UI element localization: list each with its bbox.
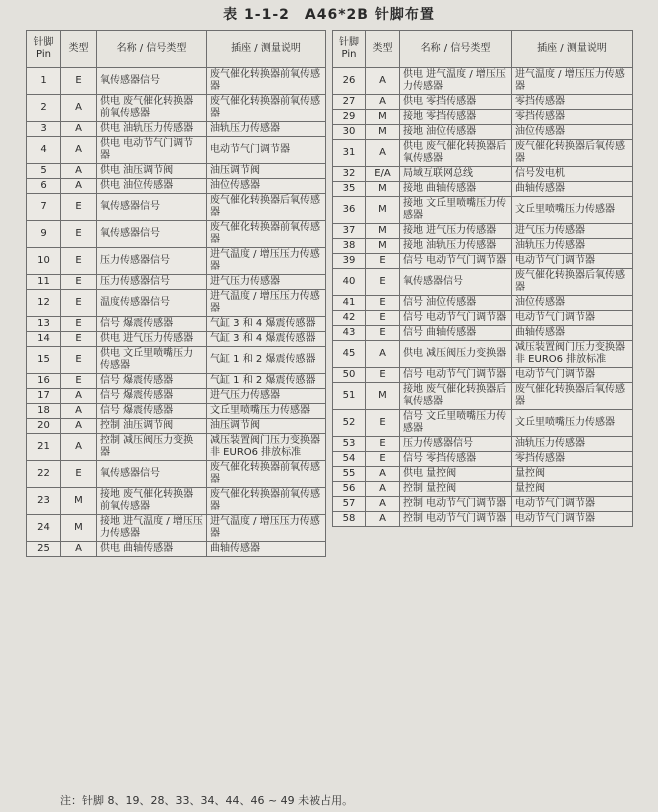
type-cell: E [61, 275, 97, 290]
name-cell: 供电 零挡传感器 [400, 95, 512, 110]
table-row [27, 542, 326, 557]
table-row [27, 95, 326, 122]
type-cell: M [366, 182, 400, 197]
pin-cell: 5 [27, 164, 61, 179]
name-cell: 信号 爆震传感器 [97, 389, 207, 404]
type-cell: E [61, 248, 97, 275]
name-cell: 信号 爆震传感器 [97, 374, 207, 389]
pin-cell: 21 [27, 434, 61, 461]
pin-cell: 30 [333, 125, 366, 140]
table-row [27, 194, 326, 221]
table-row [27, 248, 326, 275]
desc-cell: 减压装置阀门压力变换器 非 EURO6 排放标准 [512, 341, 633, 368]
table-row [333, 68, 633, 95]
pin-cell: 53 [333, 437, 366, 452]
name-cell: 供电 油轨压力传感器 [97, 122, 207, 137]
desc-cell: 油压调节阀 [207, 164, 326, 179]
type-cell: A [61, 122, 97, 137]
pin-cell: 9 [27, 221, 61, 248]
table-title: 表 1-1-2 A46*2B 针脚布置 [223, 7, 435, 23]
pin-table-right [332, 30, 633, 527]
type-cell: A [61, 389, 97, 404]
name-cell: 供电 量控阀 [400, 467, 512, 482]
desc-cell: 废气催化转换器前氧传感器 [207, 221, 326, 248]
desc-cell: 废气催化转换器后氧传感器 [512, 269, 633, 296]
table-row [333, 125, 633, 140]
left-table-body [27, 68, 326, 557]
pin-cell: 16 [27, 374, 61, 389]
desc-cell: 电动节气门调节器 [512, 497, 633, 512]
type-cell: E [366, 311, 400, 326]
desc-cell: 油位传感器 [512, 125, 633, 140]
header-name: 名称 / 信号类型 [97, 31, 207, 68]
table-row [27, 347, 326, 374]
desc-cell: 电动节气门调节器 [512, 254, 633, 269]
type-cell: M [366, 224, 400, 239]
pin-cell: 11 [27, 275, 61, 290]
table-row [27, 332, 326, 347]
table-row [333, 224, 633, 239]
header-row [333, 31, 633, 68]
name-cell: 接地 废气催化转换器前氧传感器 [97, 488, 207, 515]
table-row [333, 110, 633, 125]
name-cell: 氧传感器信号 [97, 68, 207, 95]
table-row [27, 68, 326, 95]
name-cell: 接地 油位传感器 [400, 125, 512, 140]
name-cell: 信号 爆震传感器 [97, 317, 207, 332]
type-cell: E [366, 437, 400, 452]
type-cell: M [366, 125, 400, 140]
name-cell: 控制 电动节气门调节器 [400, 512, 512, 527]
table-row [27, 221, 326, 248]
pin-cell: 37 [333, 224, 366, 239]
pin-cell: 22 [27, 461, 61, 488]
table-row [27, 488, 326, 515]
right-table-body [333, 68, 633, 527]
desc-cell: 废气催化转换器后氧传感器 [512, 383, 633, 410]
desc-cell: 气缸 3 和 4 爆震传感器 [207, 332, 326, 347]
desc-cell: 曲轴传感器 [512, 326, 633, 341]
header-pin: 针脚 Pin [333, 31, 366, 68]
table-row [333, 497, 633, 512]
header-desc: 插座 / 测量说明 [512, 31, 633, 68]
table-row [27, 179, 326, 194]
type-cell: A [61, 404, 97, 419]
type-cell: A [366, 95, 400, 110]
table-row [27, 461, 326, 488]
name-cell: 接地 文丘里喷嘴压力传感器 [400, 197, 512, 224]
desc-cell: 进气压力传感器 [207, 275, 326, 290]
table-row [333, 383, 633, 410]
name-cell: 氧传感器信号 [400, 269, 512, 296]
name-cell: 控制 量控阀 [400, 482, 512, 497]
desc-cell: 量控阀 [512, 467, 633, 482]
table-row [27, 164, 326, 179]
name-cell: 接地 曲轴传感器 [400, 182, 512, 197]
type-cell: A [366, 512, 400, 527]
name-cell: 信号 电动节气门调节器 [400, 368, 512, 383]
table-row [333, 437, 633, 452]
name-cell: 供电 减压阀压力变换器 [400, 341, 512, 368]
desc-cell: 气缸 1 和 2 爆震传感器 [207, 347, 326, 374]
table-row [27, 515, 326, 542]
name-cell: 供电 废气催化转换器前氧传感器 [97, 95, 207, 122]
pin-cell: 55 [333, 467, 366, 482]
type-cell: E [61, 347, 97, 374]
name-cell: 供电 油压调节阀 [97, 164, 207, 179]
type-cell: E [61, 461, 97, 488]
type-cell: E [366, 410, 400, 437]
type-cell: A [61, 542, 97, 557]
pin-cell: 18 [27, 404, 61, 419]
type-cell: A [61, 164, 97, 179]
table-row [333, 167, 633, 182]
type-cell: A [366, 140, 400, 167]
header-row [27, 31, 326, 68]
pin-cell: 14 [27, 332, 61, 347]
name-cell: 接地 油轨压力传感器 [400, 239, 512, 254]
type-cell: E [61, 68, 97, 95]
table-row [27, 122, 326, 137]
table-row [333, 95, 633, 110]
table-row [333, 296, 633, 311]
table-row [27, 404, 326, 419]
name-cell: 氧传感器信号 [97, 194, 207, 221]
desc-cell: 曲轴传感器 [512, 182, 633, 197]
name-cell: 接地 废气催化转换器后氧传感器 [400, 383, 512, 410]
pin-cell: 54 [333, 452, 366, 467]
table-row [333, 467, 633, 482]
pin-cell: 27 [333, 95, 366, 110]
pin-cell: 23 [27, 488, 61, 515]
type-cell: E [366, 269, 400, 296]
pin-cell: 50 [333, 368, 366, 383]
type-cell: E [366, 296, 400, 311]
name-cell: 压力传感器信号 [97, 248, 207, 275]
desc-cell: 油压调节阀 [207, 419, 326, 434]
type-cell: E/A [366, 167, 400, 182]
pin-cell: 42 [333, 311, 366, 326]
desc-cell: 油位传感器 [512, 296, 633, 311]
desc-cell: 量控阀 [512, 482, 633, 497]
table-row [333, 140, 633, 167]
name-cell: 压力传感器信号 [97, 275, 207, 290]
pin-cell: 51 [333, 383, 366, 410]
pin-cell: 7 [27, 194, 61, 221]
type-cell: E [366, 452, 400, 467]
desc-cell: 零挡传感器 [512, 452, 633, 467]
type-cell: M [366, 239, 400, 254]
type-cell: M [366, 383, 400, 410]
type-cell: E [61, 290, 97, 317]
name-cell: 局域互联网总线 [400, 167, 512, 182]
name-cell: 控制 减压阀压力变换器 [97, 434, 207, 461]
name-cell: 供电 文丘里喷嘴压力传感器 [97, 347, 207, 374]
table-row [333, 197, 633, 224]
type-cell: E [366, 326, 400, 341]
table-row [333, 326, 633, 341]
table-row [333, 482, 633, 497]
desc-cell: 进气温度 / 增压压力传感器 [512, 68, 633, 95]
table-row [333, 239, 633, 254]
pin-cell: 1 [27, 68, 61, 95]
name-cell: 接地 进气温度 / 增压压力传感器 [97, 515, 207, 542]
desc-cell: 信号发电机 [512, 167, 633, 182]
name-cell: 接地 进气压力传感器 [400, 224, 512, 239]
pin-cell: 31 [333, 140, 366, 167]
name-cell: 供电 电动节气门调节器 [97, 137, 207, 164]
desc-cell: 进气温度 / 增压压力传感器 [207, 248, 326, 275]
name-cell: 供电 进气压力传感器 [97, 332, 207, 347]
pin-cell: 58 [333, 512, 366, 527]
header-desc: 插座 / 测量说明 [207, 31, 326, 68]
pin-cell: 20 [27, 419, 61, 434]
pin-cell: 2 [27, 95, 61, 122]
type-cell: E [366, 368, 400, 383]
table-row [27, 317, 326, 332]
desc-cell: 油轨压力传感器 [512, 437, 633, 452]
pin-cell: 57 [333, 497, 366, 512]
table-row [27, 374, 326, 389]
pin-cell: 3 [27, 122, 61, 137]
desc-cell: 进气压力传感器 [512, 224, 633, 239]
table-row [27, 434, 326, 461]
name-cell: 控制 油压调节阀 [97, 419, 207, 434]
table-row [333, 182, 633, 197]
desc-cell: 电动节气门调节器 [207, 137, 326, 164]
pin-cell: 35 [333, 182, 366, 197]
pin-cell: 36 [333, 197, 366, 224]
name-cell: 信号 曲轴传感器 [400, 326, 512, 341]
table-row [333, 452, 633, 467]
name-cell: 供电 废气催化转换器后氧传感器 [400, 140, 512, 167]
name-cell: 供电 曲轴传感器 [97, 542, 207, 557]
desc-cell: 零挡传感器 [512, 110, 633, 125]
name-cell: 信号 电动节气门调节器 [400, 254, 512, 269]
name-cell: 信号 电动节气门调节器 [400, 311, 512, 326]
desc-cell: 进气压力传感器 [207, 389, 326, 404]
table-row [27, 137, 326, 164]
type-cell: E [366, 254, 400, 269]
type-cell: A [61, 137, 97, 164]
table-row [333, 368, 633, 383]
name-cell: 信号 油位传感器 [400, 296, 512, 311]
name-cell: 氧传感器信号 [97, 221, 207, 248]
name-cell: 供电 油位传感器 [97, 179, 207, 194]
name-cell: 压力传感器信号 [400, 437, 512, 452]
desc-cell: 减压装置阀门压力变换器 非 EURO6 排放标准 [207, 434, 326, 461]
table-row [27, 419, 326, 434]
pin-cell: 24 [27, 515, 61, 542]
name-cell: 温度传感器信号 [97, 290, 207, 317]
desc-cell: 废气催化转换器前氧传感器 [207, 461, 326, 488]
table-row [333, 410, 633, 437]
desc-cell: 油轨压力传感器 [512, 239, 633, 254]
header-pin: 针脚 Pin [27, 31, 61, 68]
type-cell: E [61, 194, 97, 221]
pin-cell: 26 [333, 68, 366, 95]
desc-cell: 油位传感器 [207, 179, 326, 194]
pin-table-left [26, 30, 326, 557]
type-cell: E [61, 317, 97, 332]
table-row [27, 290, 326, 317]
type-cell: M [61, 515, 97, 542]
pin-cell: 12 [27, 290, 61, 317]
type-cell: A [366, 482, 400, 497]
footnote: 注：针脚 8、19、28、33、34、44、46 ~ 49 未被占用。 [60, 794, 354, 807]
pin-cell: 15 [27, 347, 61, 374]
desc-cell: 文丘里喷嘴压力传感器 [512, 197, 633, 224]
type-cell: A [366, 341, 400, 368]
type-cell: M [366, 197, 400, 224]
pin-cell: 45 [333, 341, 366, 368]
pin-cell: 32 [333, 167, 366, 182]
pin-cell: 41 [333, 296, 366, 311]
pin-cell: 29 [333, 110, 366, 125]
header-type: 类型 [61, 31, 97, 68]
table-row [333, 269, 633, 296]
pin-cell: 38 [333, 239, 366, 254]
desc-cell: 文丘里喷嘴压力传感器 [207, 404, 326, 419]
desc-cell: 废气催化转换器前氧传感器 [207, 488, 326, 515]
name-cell: 氧传感器信号 [97, 461, 207, 488]
desc-cell: 电动节气门调节器 [512, 512, 633, 527]
name-cell: 信号 爆震传感器 [97, 404, 207, 419]
name-cell: 信号 零挡传感器 [400, 452, 512, 467]
type-cell: A [61, 179, 97, 194]
desc-cell: 气缸 1 和 2 爆震传感器 [207, 374, 326, 389]
type-cell: A [61, 434, 97, 461]
desc-cell: 曲轴传感器 [207, 542, 326, 557]
desc-cell: 电动节气门调节器 [512, 368, 633, 383]
pin-cell: 39 [333, 254, 366, 269]
type-cell: M [366, 110, 400, 125]
table-row [333, 341, 633, 368]
name-cell: 信号 文丘里喷嘴压力传感器 [400, 410, 512, 437]
table-row [27, 275, 326, 290]
table-row [333, 254, 633, 269]
desc-cell: 文丘里喷嘴压力传感器 [512, 410, 633, 437]
pin-cell: 43 [333, 326, 366, 341]
name-cell: 控制 电动节气门调节器 [400, 497, 512, 512]
desc-cell: 废气催化转换器后氧传感器 [512, 140, 633, 167]
desc-cell: 电动节气门调节器 [512, 311, 633, 326]
type-cell: E [61, 374, 97, 389]
pin-cell: 13 [27, 317, 61, 332]
pin-cell: 4 [27, 137, 61, 164]
header-name: 名称 / 信号类型 [400, 31, 512, 68]
desc-cell: 废气催化转换器前氧传感器 [207, 95, 326, 122]
table-row [333, 311, 633, 326]
table-row [27, 389, 326, 404]
name-cell: 供电 进气温度 / 增压压力传感器 [400, 68, 512, 95]
type-cell: A [61, 95, 97, 122]
type-cell: M [61, 488, 97, 515]
pin-cell: 17 [27, 389, 61, 404]
pin-cell: 56 [333, 482, 366, 497]
type-cell: A [61, 419, 97, 434]
desc-cell: 零挡传感器 [512, 95, 633, 110]
table-row [333, 512, 633, 527]
desc-cell: 气缸 3 和 4 爆震传感器 [207, 317, 326, 332]
type-cell: E [61, 221, 97, 248]
pin-cell: 10 [27, 248, 61, 275]
pin-cell: 6 [27, 179, 61, 194]
pin-cell: 25 [27, 542, 61, 557]
desc-cell: 废气催化转换器后氧传感器 [207, 194, 326, 221]
type-cell: A [366, 68, 400, 95]
pin-cell: 40 [333, 269, 366, 296]
type-cell: A [366, 467, 400, 482]
pin-cell: 52 [333, 410, 366, 437]
type-cell: E [61, 332, 97, 347]
desc-cell: 油轨压力传感器 [207, 122, 326, 137]
header-type: 类型 [366, 31, 400, 68]
desc-cell: 进气温度 / 增压压力传感器 [207, 290, 326, 317]
type-cell: A [366, 497, 400, 512]
name-cell: 接地 零挡传感器 [400, 110, 512, 125]
desc-cell: 进气温度 / 增压压力传感器 [207, 515, 326, 542]
desc-cell: 废气催化转换器前氧传感器 [207, 68, 326, 95]
